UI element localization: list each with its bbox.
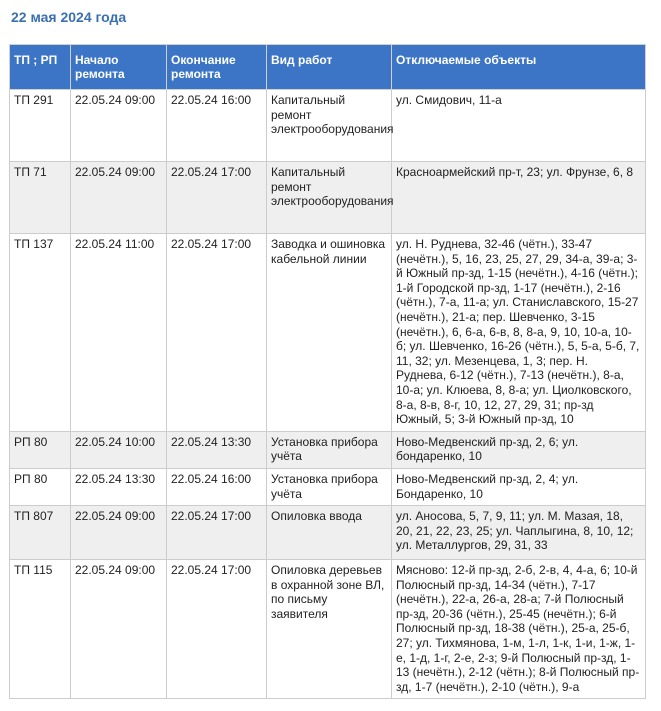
cell-objects: Красноармейский пр-т, 23; ул. Фрунзе, 6, 8	[392, 162, 646, 234]
column-header-end: Окончание ремонта	[167, 45, 267, 90]
cell-tp: РП 80	[10, 431, 71, 468]
column-header-work: Вид работ	[267, 45, 392, 90]
cell-end: 22.05.24 17:00	[167, 560, 267, 699]
table-row	[10, 90, 646, 162]
cell-tp: ТП 807	[10, 506, 71, 560]
cell-objects: Ново-Медвенский пр-зд, 2, 6; ул. бондаренко, 10	[392, 431, 646, 468]
cell-work: Капитальный ремонт электрооборудования	[267, 90, 392, 162]
cell-objects: ул. Смидович, 11-а	[392, 90, 646, 162]
cell-tp: ТП 115	[10, 560, 71, 699]
table-row	[10, 234, 646, 432]
column-header-tp: ТП ; РП	[10, 45, 71, 90]
cell-work: Установка прибора учёта	[267, 431, 392, 468]
page-title: 22 мая 2024 года	[11, 9, 127, 25]
cell-end: 22.05.24 17:00	[167, 506, 267, 560]
cell-start: 22.05.24 09:00	[71, 506, 167, 560]
cell-tp: РП 80	[10, 468, 71, 505]
cell-start: 22.05.24 11:00	[71, 234, 167, 432]
column-header-objects: Отключаемые объекты	[392, 45, 646, 90]
cell-start: 22.05.24 09:00	[71, 560, 167, 699]
table-row	[10, 431, 646, 468]
cell-objects: ул. Аносова, 5, 7, 9, 11; ул. М. Мазая, 18, 20, 21, 22, 23, 25; ул. Чаплыгина, 8, 10, 12; ул. Металлургов, 29, 31, 33	[392, 506, 646, 560]
cell-start: 22.05.24 09:00	[71, 90, 167, 162]
outage-schedule-table	[9, 44, 646, 699]
cell-end: 22.05.24 17:00	[167, 234, 267, 432]
table-row	[10, 162, 646, 234]
cell-end: 22.05.24 17:00	[167, 162, 267, 234]
table-row	[10, 468, 646, 505]
cell-tp: ТП 71	[10, 162, 71, 234]
cell-work: Капитальный ремонт электрооборудования	[267, 162, 392, 234]
cell-work: Опиловка деревьев в охранной зоне ВЛ, по письму заявителя	[267, 560, 392, 699]
cell-start: 22.05.24 09:00	[71, 162, 167, 234]
cell-work: Заводка и ошиновка кабельной линии	[267, 234, 392, 432]
cell-work: Установка прибора учёта	[267, 468, 392, 505]
cell-end: 22.05.24 13:30	[167, 431, 267, 468]
cell-tp: ТП 291	[10, 90, 71, 162]
cell-start: 22.05.24 13:30	[71, 468, 167, 505]
cell-end: 22.05.24 16:00	[167, 90, 267, 162]
column-header-start: Начало ремонта	[71, 45, 167, 90]
cell-end: 22.05.24 16:00	[167, 468, 267, 505]
cell-objects: ул. Н. Руднева, 32-46 (чётн.), 33-47 (нечётн.), 5, 16, 23, 25, 27, 29, 34-а, 39-а; 3-й Южный пр-зд, 1-15 (нечётн.), 4-16 (чётн.); 1-й Городской пр-зд, 1-17 (нечётн.), 2-16 (чётн.), 7-а, 11-а; ул. Станиславского, 15-27 (нечётн.), 21-а; пер. Шевченко, 3-15 (нечётн.), 6, 6-а, 6-в, 8, 8-а, 9, 10, 10-а, 10-б; ул. Шевченко, 16-26 (чётн.), 5, 5-а, 5-б, 7, 11, 32; ул. Мезенцева, 1, 3; пер. Н. Руднева, 6-12 (чётн.), 7-13 (нечётн.), 8-а, 10-а; ул. Клюева, 8, 8-а; ул. Циолковского, 8-а, 8-в, 8-г, 10, 12, 27, 29, 31; пр-зд Южный, 5; 3-й Южный пр-зд, 10	[392, 234, 646, 432]
table-row	[10, 506, 646, 560]
cell-work: Опиловка ввода	[267, 506, 392, 560]
cell-objects: Ново-Медвенский пр-зд, 2, 4; ул. Бондаренко, 10	[392, 468, 646, 505]
cell-start: 22.05.24 10:00	[71, 431, 167, 468]
table-row	[10, 560, 646, 699]
cell-objects: Мясново: 12-й пр-зд, 2-б, 2-в, 4, 4-а, 6; 10-й Полюсный пр-зд, 14-34 (чётн.), 7-17 (нечётн.), 22-а, 26-а, 28-а; 7-й Полюсный пр-зд, 20-36 (чётн.), 25-45 (нечётн.); 6-й Полюсный пр-зд, 18-38 (чётн.), 25-а, 25-б, 27; ул. Тихмянова, 1-м, 1-л, 1-к, 1-и, 1-ж, 1-е, 1-д, 1-г, 2-е, 2-з; 9-й Полюсный пр-зд, 1-13 (нечётн.), 2-12 (чётн.); 8-й Полюсный пр-зд, 1-7 (нечётн.), 2-10 (чётн.), 9-а	[392, 560, 646, 699]
table-header-row	[10, 45, 646, 90]
cell-tp: ТП 137	[10, 234, 71, 432]
